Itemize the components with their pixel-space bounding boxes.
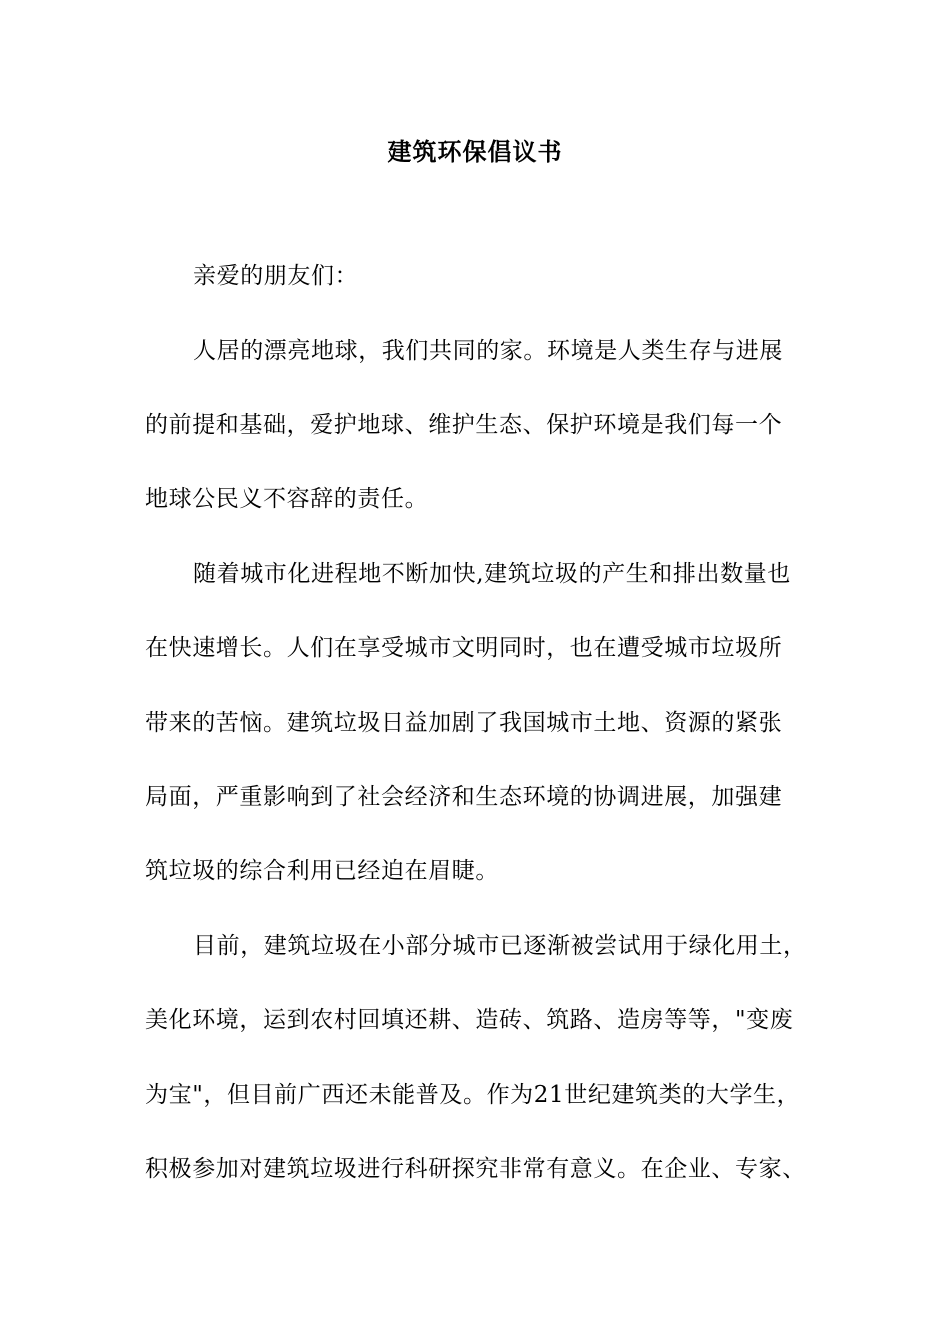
paragraph-1-line-2: 的前提和基础，爱护地球、维护生态、保护环境是我们每一个: [145, 412, 783, 438]
paragraph-2-line-2: 在快速增长。人们在享受城市文明同时，也在遭受城市垃圾所: [145, 635, 783, 661]
paragraph-2-line-5: 筑垃圾的综合利用已经迫在眉睫。: [145, 858, 499, 884]
document-title: 建筑环保倡议书: [387, 137, 563, 166]
paragraph-1-line-1: 人居的漂亮地球，我们共同的家。环境是人类生存与进展: [193, 338, 783, 364]
paragraph-3-line-2: 美化环境，运到农村回填还耕、造砖、筑路、造房等等，"变废: [145, 1007, 794, 1033]
paragraph-3-line-1: 目前，建筑垃圾在小部分城市已逐渐被尝试用于绿化用土，: [193, 933, 807, 959]
paragraph-2-line-4: 局面，严重影响到了社会经济和生态环境的协调进展，加强建: [145, 784, 783, 810]
paragraph-3-line-3: 为宝"，但目前广西还未能普及。作为21世纪建筑类的大学生，: [145, 1082, 801, 1108]
paragraph-2-line-3: 带来的苦恼。建筑垃圾日益加剧了我国城市土地、资源的紧张: [145, 710, 783, 736]
salutation-line: 亲爱的朋友们：: [193, 263, 359, 289]
paragraph-2-line-1: 随着城市化进程地不断加快,建筑垃圾的产生和排出数量也: [193, 561, 791, 587]
paragraph-3-line-4: 积极参加对建筑垃圾进行科研探究非常有意义。在企业、专家、: [145, 1156, 806, 1182]
paragraph-1-line-3: 地球公民义不容辞的责任。: [145, 486, 429, 512]
